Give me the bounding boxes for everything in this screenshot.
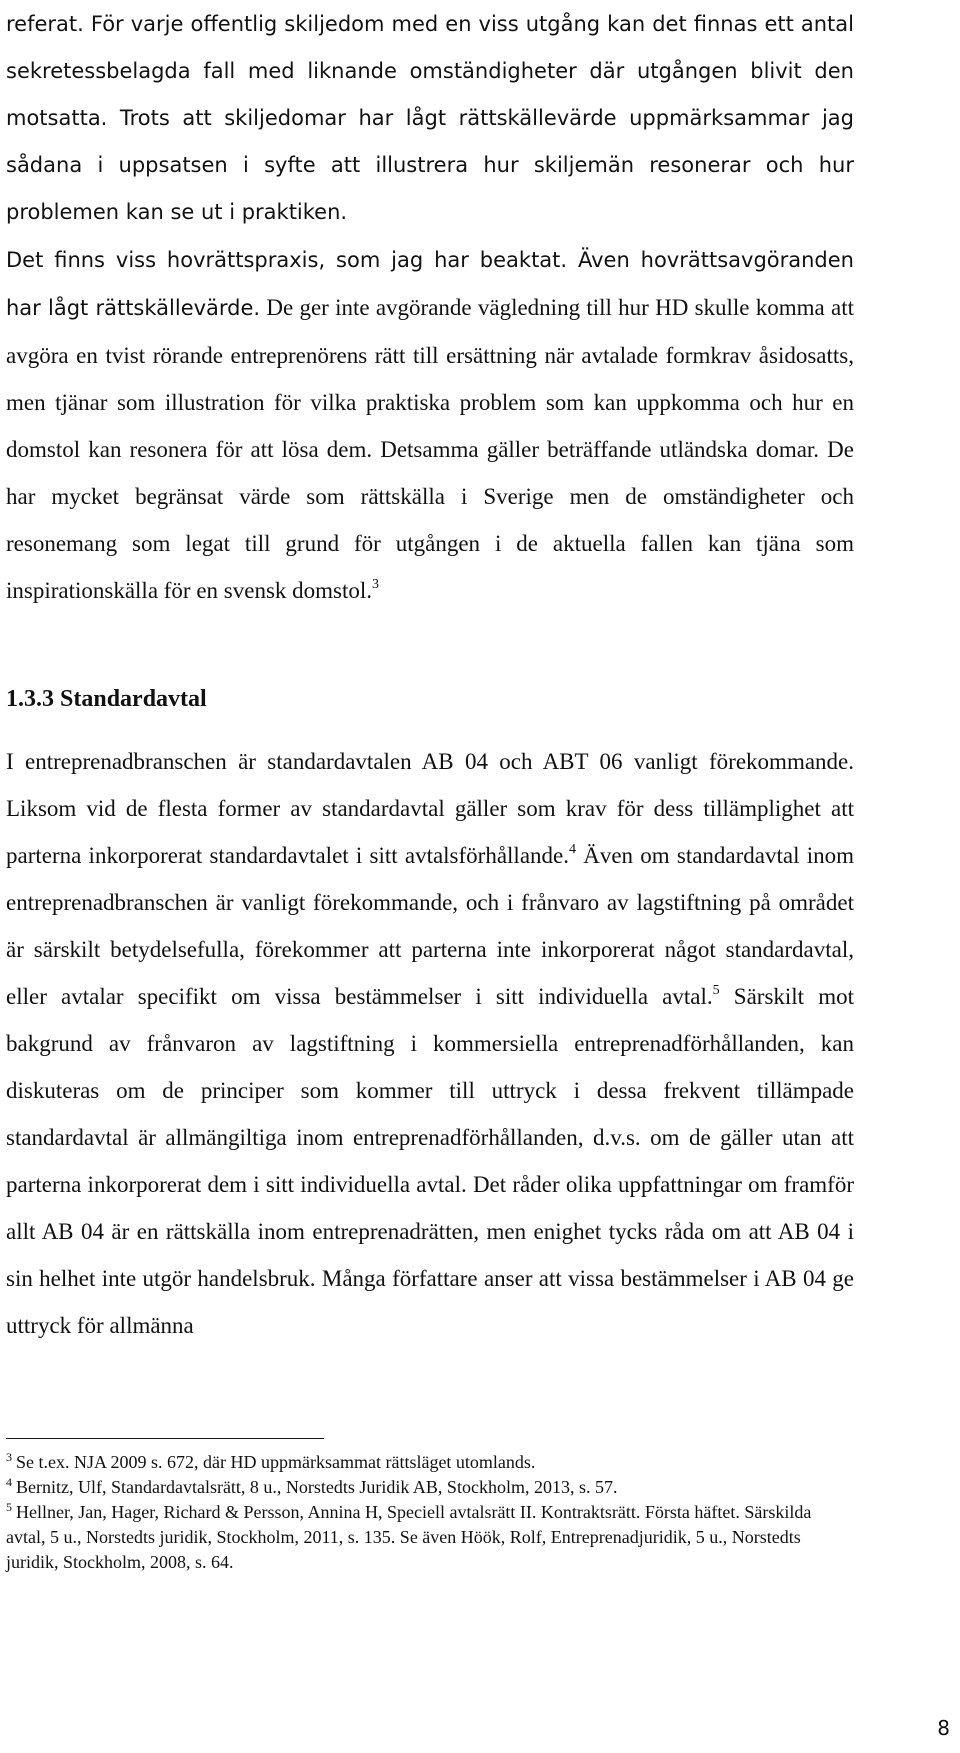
paragraph-standard-contracts-part2: Även om standardavtal inom entreprenadbranschen är vanligt förekommande, och i frånvaro av lagstiftning på området är särskilt betydelsefulla, förekommer att parterna inte inkorporerat något standardavtal, eller avtalar specifikt om vissa bestämmelser i sitt individuella avtal. <box>6 843 854 1009</box>
paragraph-case-law-text: De ger inte avgörande vägledning till hur HD skulle komma att avgöra en tvist rörande entreprenörens rätt till ersättning när avtalade formkrav åsidosatts, men tjänar som illustration för vilka praktiska problem som kan uppkomma och hur en domstol kan resonera för att lösa dem. Detsamma gäller beträffande utländska domar. De har mycket begränsat värde som rättskälla i Sverige men de omständigheter och resonemang som legat till grund för utgången i de aktuella fallen kan tjäna som inspirationskälla för en svensk domstol. <box>6 295 855 603</box>
footnote-text: Se t.ex. NJA 2009 s. 672, där HD uppmärksammat rättsläget utomlands. <box>16 1452 536 1472</box>
paragraph-intro <box>6 1 854 236</box>
paragraph-case-law-sans-text: Det finns viss hovrättspraxis, som jag har beaktat. Även hovrättsavgöranden har lågt rättskällevärde. <box>6 248 854 320</box>
footnote-separator <box>6 1438 324 1439</box>
footnote-ref-5[interactable]: 5 <box>712 983 720 998</box>
footnote-ref-4[interactable]: 4 <box>568 842 576 857</box>
footnote-ref-3[interactable]: 3 <box>372 577 380 592</box>
paragraph-standard-contracts-part1: I entreprenadbranschen är standardavtalen AB 04 och ABT 06 vanligt förekommande. Liksom vid de flesta former av standardavtal gäller som krav för dess tillämplighet att parterna inkorporerat standardavtalet i sitt avtalsförhållande. <box>6 749 854 868</box>
footnote-4 <box>6 1475 854 1500</box>
paragraph-standard-contracts-part3: Särskilt mot bakgrund av frånvaron av lagstiftning i kommersiella entreprenadförhållanden, kan diskuteras om de principer som kommer till uttryck i dessa frekvent tillämpade standardavtal är allmängiltiga inom entreprenadförhållanden, d.v.s. om de gäller utan att parterna inkorporerat dem i sitt individuella avtal. Det råder olika uppfattningar om framför allt AB 04 är en rättskälla inom entreprenadrätten, men enighet tycks råda om att AB 04 i sin helhet inte utgör handelsbruk. Många författare anser att vissa bestämmelser i AB 04 ge uttryck för allmänna <box>6 984 854 1338</box>
footnote-text: Hellner, Jan, Hager, Richard & Persson, Annina H, Speciell avtalsrätt II. Kontraktsrätt. Första häftet. Särskilda avtal, 5 u., Norstedts juridik, Stockholm, 2011, s. 135. Se även Höök, Rolf, Entreprenadjuridik, 5 u., Norstedts juridik, Stockholm, 2008, s. 64. <box>6 1502 812 1572</box>
footnote-5 <box>6 1500 854 1575</box>
footnote-3 <box>6 1450 854 1475</box>
footnote-text: Bernitz, Ulf, Standardavtalsrätt, 8 u., Norstedts Juridik AB, Stockholm, 2013, s. 57. <box>16 1477 618 1497</box>
footnote-number: 3 <box>6 1450 12 1464</box>
paragraph-standard-contracts <box>6 738 854 1349</box>
paragraph-case-law <box>6 236 854 614</box>
page-number: 8 <box>937 1716 950 1740</box>
paragraph-intro-text: referat. För varje offentlig skiljedom med en viss utgång kan det finnas ett antal sekretessbelagda fall med liknande omständigheter där utgången blivit den motsatta. Trots att skiljedomar har lågt rättskällevärde uppmärksammar jag sådana i uppsatsen i syfte att illustrera hur skiljemän resonerar och hur problemen kan se ut i praktiken. <box>6 12 854 224</box>
footnote-number: 4 <box>6 1475 12 1489</box>
section-heading: 1.3.3 Standardavtal <box>6 686 207 712</box>
footnote-number: 5 <box>6 1500 12 1514</box>
footnotes <box>6 1450 854 1575</box>
